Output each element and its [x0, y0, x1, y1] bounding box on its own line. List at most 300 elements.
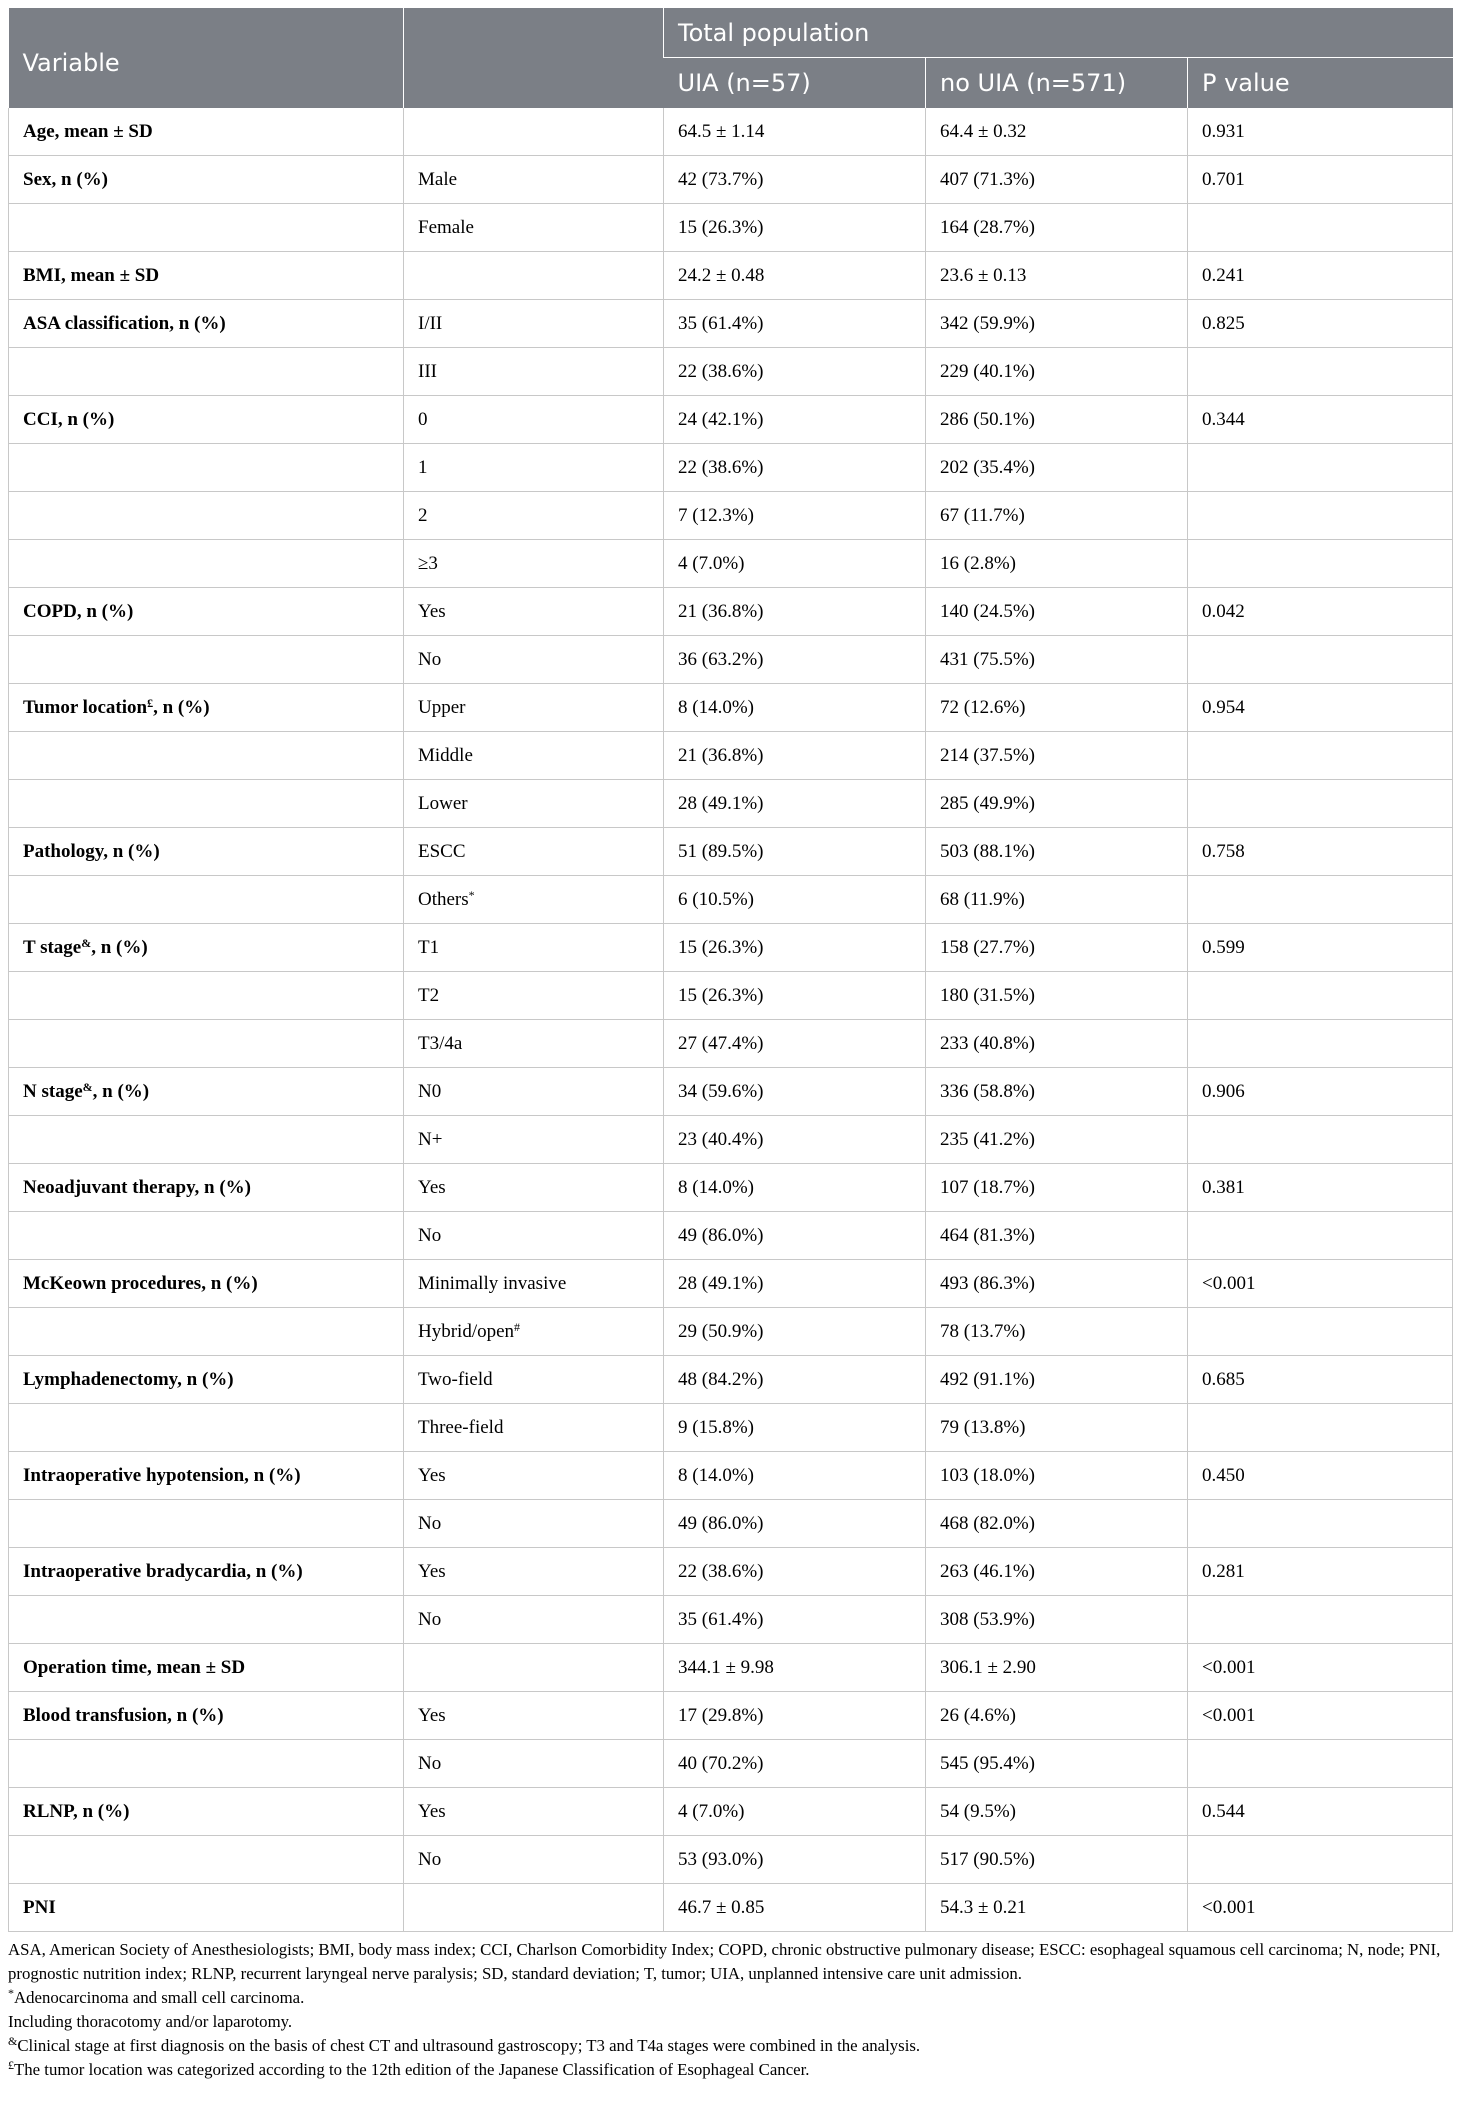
p-value-cell: 0.241 — [1188, 252, 1453, 300]
no-uia-value-cell: 286 (50.1%) — [926, 396, 1188, 444]
variable-label: Lymphadenectomy, n (%) — [23, 1368, 234, 1390]
footnote — [8, 2010, 1448, 2034]
no-uia-value-cell: 67 (11.7%) — [926, 492, 1188, 540]
variable-cell — [9, 1500, 404, 1548]
table-row — [9, 780, 1453, 828]
p-value-cell: 0.906 — [1188, 1068, 1453, 1116]
p-value-cell: 0.381 — [1188, 1164, 1453, 1212]
header-variable: Variable — [9, 8, 404, 108]
subcategory-label: Yes — [418, 1176, 446, 1198]
variable-cell — [9, 972, 404, 1020]
no-uia-value-cell: 16 (2.8%) — [926, 540, 1188, 588]
subcategory-cell — [404, 828, 664, 876]
variable-cell — [9, 1212, 404, 1260]
table-row — [9, 1068, 1453, 1116]
variable-cell — [9, 588, 404, 636]
subcategory-cell — [404, 540, 664, 588]
p-value-cell — [1188, 1116, 1453, 1164]
no-uia-value-cell: 308 (53.9%) — [926, 1596, 1188, 1644]
table-row — [9, 300, 1453, 348]
subcategory-cell — [404, 444, 664, 492]
subcategory-label: No — [418, 1848, 442, 1870]
variable-cell — [9, 156, 404, 204]
uia-value-cell: 9 (15.8%) — [664, 1404, 926, 1452]
p-value-cell: <0.001 — [1188, 1692, 1453, 1740]
variable-cell — [9, 1404, 404, 1452]
table-body — [9, 108, 1453, 1932]
p-value-cell: 0.825 — [1188, 300, 1453, 348]
table-row — [9, 1596, 1453, 1644]
uia-value-cell: 64.5 ± 1.14 — [664, 108, 926, 156]
uia-value-cell: 40 (70.2%) — [664, 1740, 926, 1788]
no-uia-value-cell: 68 (11.9%) — [926, 876, 1188, 924]
header-p-value: P value — [1188, 58, 1453, 109]
subcategory-label: Male — [418, 168, 458, 190]
header-no-uia: no UIA (n=571) — [926, 58, 1188, 109]
subcategory-label: I/II — [418, 312, 443, 334]
uia-value-cell: 21 (36.8%) — [664, 588, 926, 636]
table-row — [9, 636, 1453, 684]
table-row — [9, 876, 1453, 924]
variable-cell — [9, 1596, 404, 1644]
no-uia-value-cell: 407 (71.3%) — [926, 156, 1188, 204]
variable-cell — [9, 1308, 404, 1356]
no-uia-value-cell: 545 (95.4%) — [926, 1740, 1188, 1788]
subcategory-cell — [404, 348, 664, 396]
p-value-cell: 0.599 — [1188, 924, 1453, 972]
p-value-cell: <0.001 — [1188, 1644, 1453, 1692]
p-value-cell — [1188, 1212, 1453, 1260]
table-row — [9, 1836, 1453, 1884]
variable-label: RLNP, n (%) — [23, 1800, 130, 1822]
uia-value-cell: 22 (38.6%) — [664, 1548, 926, 1596]
subcategory-cell — [404, 1452, 664, 1500]
no-uia-value-cell: 468 (82.0%) — [926, 1500, 1188, 1548]
table-row — [9, 1500, 1453, 1548]
no-uia-value-cell: 164 (28.7%) — [926, 204, 1188, 252]
p-value-cell: 0.544 — [1188, 1788, 1453, 1836]
p-value-cell — [1188, 1740, 1453, 1788]
subcategory-label: 1 — [418, 456, 428, 478]
no-uia-value-cell: 464 (81.3%) — [926, 1212, 1188, 1260]
variable-cell — [9, 1884, 404, 1932]
table-row — [9, 1740, 1453, 1788]
uia-value-cell: 15 (26.3%) — [664, 204, 926, 252]
p-value-cell — [1188, 1836, 1453, 1884]
no-uia-value-cell: 54.3 ± 0.21 — [926, 1884, 1188, 1932]
subcategory-label: ESCC — [418, 840, 466, 862]
subcategory-label: Upper — [418, 696, 466, 718]
subcategory-cell — [404, 1836, 664, 1884]
no-uia-value-cell: 54 (9.5%) — [926, 1788, 1188, 1836]
subcategory-cell — [404, 1548, 664, 1596]
variable-label: PNI — [23, 1896, 56, 1918]
subcategory-label: Lower — [418, 792, 468, 814]
p-value-cell — [1188, 348, 1453, 396]
variable-cell — [9, 204, 404, 252]
p-value-cell — [1188, 1308, 1453, 1356]
subcategory-cell — [404, 252, 664, 300]
subcategory-cell — [404, 1068, 664, 1116]
footnote-text: Including thoracotomy and/or laparotomy. — [8, 2012, 293, 2031]
footnote-text: Adenocarcinoma and small cell carcinoma. — [14, 1988, 305, 2007]
uia-value-cell: 22 (38.6%) — [664, 444, 926, 492]
no-uia-value-cell: 26 (4.6%) — [926, 1692, 1188, 1740]
uia-value-cell: 35 (61.4%) — [664, 1596, 926, 1644]
table-row — [9, 540, 1453, 588]
p-value-cell: 0.931 — [1188, 108, 1453, 156]
uia-value-cell: 42 (73.7%) — [664, 156, 926, 204]
subcategory-cell — [404, 924, 664, 972]
table-row — [9, 1884, 1453, 1932]
subcategory-label: Yes — [418, 1560, 446, 1582]
no-uia-value-cell: 103 (18.0%) — [926, 1452, 1188, 1500]
subcategory-label: Yes — [418, 1800, 446, 1822]
table-row — [9, 1404, 1453, 1452]
table-row — [9, 1260, 1453, 1308]
variable-cell — [9, 1548, 404, 1596]
subcategory-label: No — [418, 1752, 442, 1774]
subcategory-label: Female — [418, 216, 474, 238]
subcategory-label: Hybrid/open — [418, 1320, 515, 1342]
uia-value-cell: 49 (86.0%) — [664, 1212, 926, 1260]
uia-value-cell: 8 (14.0%) — [664, 1452, 926, 1500]
p-value-cell: 0.344 — [1188, 396, 1453, 444]
uia-value-cell: 4 (7.0%) — [664, 1788, 926, 1836]
variable-label: Intraoperative bradycardia, n (%) — [23, 1560, 303, 1582]
subcategory-cell — [404, 396, 664, 444]
no-uia-value-cell: 235 (41.2%) — [926, 1116, 1188, 1164]
variable-label: CCI, n (%) — [23, 408, 115, 430]
no-uia-value-cell: 493 (86.3%) — [926, 1260, 1188, 1308]
uia-value-cell: 8 (14.0%) — [664, 684, 926, 732]
variable-cell — [9, 348, 404, 396]
table-row — [9, 732, 1453, 780]
variable-label-suffix: , n (%) — [91, 936, 148, 958]
variable-cell — [9, 1836, 404, 1884]
subcategory-cell — [404, 300, 664, 348]
no-uia-value-cell: 263 (46.1%) — [926, 1548, 1188, 1596]
p-value-cell: <0.001 — [1188, 1260, 1453, 1308]
p-value-cell — [1188, 1020, 1453, 1068]
p-value-cell: <0.001 — [1188, 1884, 1453, 1932]
uia-value-cell: 7 (12.3%) — [664, 492, 926, 540]
p-value-cell — [1188, 1404, 1453, 1452]
variable-cell — [9, 108, 404, 156]
p-value-cell: 0.042 — [1188, 588, 1453, 636]
variable-label: Pathology, n (%) — [23, 840, 160, 862]
footnote-mark: £ — [8, 2058, 14, 2072]
table-footnotes — [8, 1938, 1448, 2082]
subcategory-cell — [404, 492, 664, 540]
no-uia-value-cell: 503 (88.1%) — [926, 828, 1188, 876]
p-value-cell: 0.685 — [1188, 1356, 1453, 1404]
variable-cell — [9, 876, 404, 924]
table-row — [9, 396, 1453, 444]
subcategory-label: Others — [418, 888, 469, 910]
subcategory-label: Three-field — [418, 1416, 504, 1438]
variable-label: Age, mean ± SD — [23, 120, 153, 142]
subcategory-cell — [404, 1260, 664, 1308]
footnote-text: Clinical stage at first diagnosis on the basis of chest CT and ultrasound gastroscopy; T3 and T4a stages were combined in the analysis. — [17, 2036, 921, 2055]
subcategory-cell — [404, 588, 664, 636]
variable-label: Blood transfusion, n (%) — [23, 1704, 224, 1726]
table-row — [9, 1212, 1453, 1260]
subcategory-cell — [404, 972, 664, 1020]
variable-cell — [9, 252, 404, 300]
variable-label: McKeown procedures, n (%) — [23, 1272, 258, 1294]
subcategory-label: No — [418, 648, 442, 670]
variable-cell — [9, 444, 404, 492]
uia-value-cell: 29 (50.9%) — [664, 1308, 926, 1356]
table-row — [9, 1164, 1453, 1212]
table-row — [9, 1116, 1453, 1164]
subcategory-cell — [404, 108, 664, 156]
table-row — [9, 1548, 1453, 1596]
footnote-mark: * — [468, 887, 475, 902]
p-value-cell — [1188, 204, 1453, 252]
subcategory-label: 2 — [418, 504, 428, 526]
subcategory-label: 0 — [418, 408, 428, 430]
table-row — [9, 684, 1453, 732]
table-row — [9, 1644, 1453, 1692]
uia-value-cell: 15 (26.3%) — [664, 972, 926, 1020]
table-header — [9, 8, 1453, 108]
subcategory-cell — [404, 876, 664, 924]
subcategory-label: N0 — [418, 1080, 442, 1102]
p-value-cell — [1188, 876, 1453, 924]
variable-cell — [9, 1260, 404, 1308]
table-row — [9, 1020, 1453, 1068]
uia-value-cell: 17 (29.8%) — [664, 1692, 926, 1740]
table-row — [9, 444, 1453, 492]
table-row — [9, 1308, 1453, 1356]
subcategory-cell — [404, 684, 664, 732]
no-uia-value-cell: 202 (35.4%) — [926, 444, 1188, 492]
table-row — [9, 828, 1453, 876]
uia-value-cell: 27 (47.4%) — [664, 1020, 926, 1068]
footnote-text: The tumor location was categorized according to the 12th edition of the Japanese Classification of Esophageal Cancer. — [14, 2060, 810, 2079]
header-total-population: Total population — [664, 8, 1453, 58]
variable-label: N stage — [23, 1080, 83, 1102]
subcategory-cell — [404, 1740, 664, 1788]
variable-cell — [9, 1164, 404, 1212]
uia-value-cell: 15 (26.3%) — [664, 924, 926, 972]
subcategory-label: No — [418, 1224, 442, 1246]
variable-cell — [9, 636, 404, 684]
variable-label: Tumor location — [23, 696, 148, 718]
variable-cell — [9, 1692, 404, 1740]
no-uia-value-cell: 431 (75.5%) — [926, 636, 1188, 684]
table-row — [9, 108, 1453, 156]
footnote-mark: * — [8, 1986, 14, 2000]
variable-cell — [9, 1740, 404, 1788]
subcategory-label: T2 — [418, 984, 440, 1006]
no-uia-value-cell: 79 (13.8%) — [926, 1404, 1188, 1452]
table-row — [9, 924, 1453, 972]
p-value-cell — [1188, 732, 1453, 780]
uia-value-cell: 6 (10.5%) — [664, 876, 926, 924]
no-uia-value-cell: 78 (13.7%) — [926, 1308, 1188, 1356]
variable-cell — [9, 1116, 404, 1164]
footnote-list — [8, 1986, 1448, 2082]
no-uia-value-cell: 72 (12.6%) — [926, 684, 1188, 732]
p-value-cell: 0.758 — [1188, 828, 1453, 876]
uia-value-cell: 49 (86.0%) — [664, 1500, 926, 1548]
uia-value-cell: 28 (49.1%) — [664, 780, 926, 828]
subcategory-cell — [404, 1596, 664, 1644]
variable-cell — [9, 300, 404, 348]
uia-value-cell: 22 (38.6%) — [664, 348, 926, 396]
no-uia-value-cell: 517 (90.5%) — [926, 1836, 1188, 1884]
variable-label: T stage — [23, 936, 82, 958]
variable-cell — [9, 1452, 404, 1500]
characteristics-table — [8, 8, 1453, 1932]
uia-value-cell: 4 (7.0%) — [664, 540, 926, 588]
variable-cell — [9, 492, 404, 540]
uia-value-cell: 51 (89.5%) — [664, 828, 926, 876]
subcategory-label: Yes — [418, 600, 446, 622]
subcategory-cell — [404, 780, 664, 828]
subcategory-cell — [404, 1212, 664, 1260]
table-row — [9, 972, 1453, 1020]
table-row — [9, 492, 1453, 540]
subcategory-label: Yes — [418, 1464, 446, 1486]
subcategory-cell — [404, 1356, 664, 1404]
uia-value-cell: 53 (93.0%) — [664, 1836, 926, 1884]
subcategory-cell — [404, 732, 664, 780]
subcategory-cell — [404, 636, 664, 684]
table-row — [9, 1692, 1453, 1740]
subcategory-label: ≥3 — [418, 552, 438, 574]
footnote-mark: # — [514, 1319, 521, 1334]
table-row — [9, 588, 1453, 636]
subcategory-cell — [404, 204, 664, 252]
p-value-cell — [1188, 780, 1453, 828]
p-value-cell: 0.281 — [1188, 1548, 1453, 1596]
no-uia-value-cell: 214 (37.5%) — [926, 732, 1188, 780]
no-uia-value-cell: 23.6 ± 0.13 — [926, 252, 1188, 300]
p-value-cell — [1188, 1596, 1453, 1644]
no-uia-value-cell: 306.1 ± 2.90 — [926, 1644, 1188, 1692]
no-uia-value-cell: 336 (58.8%) — [926, 1068, 1188, 1116]
uia-value-cell: 34 (59.6%) — [664, 1068, 926, 1116]
footnote — [8, 2034, 1448, 2058]
no-uia-value-cell: 140 (24.5%) — [926, 588, 1188, 636]
no-uia-value-cell: 107 (18.7%) — [926, 1164, 1188, 1212]
footnote — [8, 2058, 1448, 2082]
variable-cell — [9, 1356, 404, 1404]
variable-label: COPD, n (%) — [23, 600, 134, 622]
variable-cell — [9, 780, 404, 828]
table-row — [9, 1356, 1453, 1404]
uia-value-cell: 24 (42.1%) — [664, 396, 926, 444]
no-uia-value-cell: 180 (31.5%) — [926, 972, 1188, 1020]
footnote — [8, 1986, 1448, 2010]
table-row — [9, 156, 1453, 204]
table-row — [9, 348, 1453, 396]
p-value-cell — [1188, 1500, 1453, 1548]
header-uia: UIA (n=57) — [664, 58, 926, 109]
subcategory-cell — [404, 1644, 664, 1692]
no-uia-value-cell: 158 (27.7%) — [926, 924, 1188, 972]
variable-cell — [9, 684, 404, 732]
uia-value-cell: 46.7 ± 0.85 — [664, 1884, 926, 1932]
no-uia-value-cell: 229 (40.1%) — [926, 348, 1188, 396]
subcategory-cell — [404, 1308, 664, 1356]
subcategory-cell — [404, 1788, 664, 1836]
subcategory-cell — [404, 1164, 664, 1212]
subcategory-label: Yes — [418, 1704, 446, 1726]
table-row — [9, 204, 1453, 252]
footnote-mark: £ — [147, 695, 154, 710]
uia-value-cell: 8 (14.0%) — [664, 1164, 926, 1212]
variable-cell — [9, 1644, 404, 1692]
variable-cell — [9, 828, 404, 876]
subcategory-label: III — [418, 360, 437, 382]
variable-cell — [9, 540, 404, 588]
footnote-mark: & — [8, 2034, 18, 2048]
document — [8, 8, 1452, 2082]
p-value-cell — [1188, 492, 1453, 540]
subcategory-label: Two-field — [418, 1368, 493, 1390]
p-value-cell: 0.701 — [1188, 156, 1453, 204]
subcategory-label: No — [418, 1608, 442, 1630]
p-value-cell — [1188, 636, 1453, 684]
variable-label: ASA classification, n (%) — [23, 312, 226, 334]
variable-label-suffix: , n (%) — [92, 1080, 150, 1102]
footnote-mark: & — [81, 935, 92, 950]
uia-value-cell: 21 (36.8%) — [664, 732, 926, 780]
no-uia-value-cell: 342 (59.9%) — [926, 300, 1188, 348]
header-subcategory — [404, 8, 664, 108]
table-row — [9, 1452, 1453, 1500]
no-uia-value-cell: 64.4 ± 0.32 — [926, 108, 1188, 156]
subcategory-label: T1 — [418, 936, 440, 958]
subcategory-cell — [404, 1404, 664, 1452]
table-row — [9, 252, 1453, 300]
p-value-cell — [1188, 540, 1453, 588]
variable-label: Neoadjuvant therapy, n (%) — [23, 1176, 252, 1198]
uia-value-cell: 23 (40.4%) — [664, 1116, 926, 1164]
subcategory-cell — [404, 1500, 664, 1548]
no-uia-value-cell: 285 (49.9%) — [926, 780, 1188, 828]
subcategory-cell — [404, 1692, 664, 1740]
footnote-abbreviations: ASA, American Society of Anesthesiologists; BMI, body mass index; CCI, Charlson Comorbidity Index; COPD, chronic obstructive pulmonary disease; ESCC: esophageal squamous cell carcinoma; N, node; PNI, prognostic nutrition index; RLNP, recurrent laryngeal nerve paralysis; SD, standard deviation; T, tumor; UIA, unplanned intensive care unit admission. — [8, 1940, 1441, 1983]
uia-value-cell: 48 (84.2%) — [664, 1356, 926, 1404]
subcategory-cell — [404, 1116, 664, 1164]
uia-value-cell: 344.1 ± 9.98 — [664, 1644, 926, 1692]
subcategory-label: Minimally invasive — [418, 1272, 567, 1294]
p-value-cell — [1188, 444, 1453, 492]
footnote-mark: & — [82, 1079, 93, 1094]
variable-cell — [9, 732, 404, 780]
subcategory-label: T3/4a — [418, 1032, 463, 1054]
uia-value-cell: 35 (61.4%) — [664, 300, 926, 348]
uia-value-cell: 36 (63.2%) — [664, 636, 926, 684]
variable-cell — [9, 1068, 404, 1116]
subcategory-label: Middle — [418, 744, 473, 766]
subcategory-cell — [404, 1020, 664, 1068]
variable-cell — [9, 1020, 404, 1068]
subcategory-label: N+ — [418, 1128, 443, 1150]
subcategory-cell — [404, 156, 664, 204]
p-value-cell — [1188, 972, 1453, 1020]
variable-cell — [9, 1788, 404, 1836]
variable-label: Operation time, mean ± SD — [23, 1656, 246, 1678]
uia-value-cell: 24.2 ± 0.48 — [664, 252, 926, 300]
uia-value-cell: 28 (49.1%) — [664, 1260, 926, 1308]
